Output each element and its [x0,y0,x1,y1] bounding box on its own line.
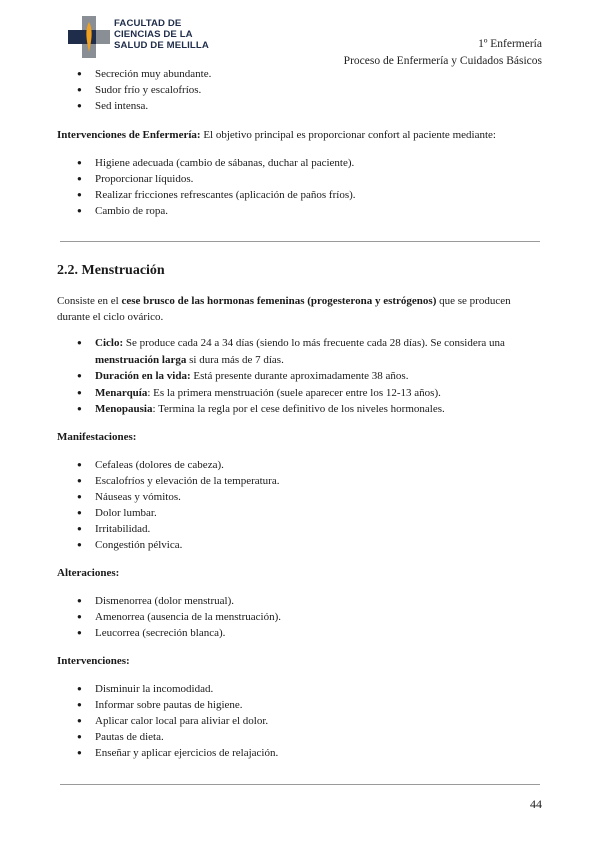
fever-interventions-list [77,155,537,219]
intro-text-end: que se producen durante el ciclo ovárico. [57,295,511,323]
definition-emphasis: menstruación larga [95,353,187,366]
alterations-title: Alteraciones: [57,567,120,579]
list-item: ● Sudor frío y escalofríos. [77,82,537,98]
cross-emblem-icon [68,16,110,58]
logo-wordmark [114,18,209,51]
interventions-intro [57,127,547,143]
alterations-list [77,593,537,641]
definition-text: : Es la primera menstruación (suele aparecer entre los 12-13 años). [147,386,441,399]
list-item: ● Secreción muy abundante. [77,66,537,82]
definition-term: Menarquía [95,386,148,399]
definition-item [77,401,537,418]
list-item: ● Escalofríos y elevación de la temperatura. [77,473,537,489]
interventions-intro-label: Intervenciones de Enfermería: [57,129,201,141]
intro-text: Consiste en el [57,295,122,307]
logo-line: SALUD DE MELILLA [114,40,209,51]
interventions-title: Intervenciones: [57,655,130,667]
list-item: ● Aplicar calor local para aliviar el dolor. [77,713,537,729]
interventions-intro-text: El objetivo principal es proporcionar confort al paciente mediante: [200,129,496,141]
faculty-logo [68,16,238,60]
header-info [344,36,542,70]
definition-text: : Termina la regla por el cese definitivo de los niveles hormonales. [152,403,445,415]
definition-item [77,385,537,402]
logo-line: FACULTAD DE [114,18,182,29]
logo-line: CIENCIAS DE LA [114,29,193,40]
section-intro [57,293,517,325]
manifestations-title: Manifestaciones: [57,431,137,443]
section-title: 2.2. Menstruación [57,263,165,278]
list-item: ● Higiene adecuada (cambio de sábanas, duchar al paciente). [77,155,537,171]
list-item: ● Cambio de ropa. [77,203,537,219]
definition-text: Está presente durante aproximadamente 38 años. [190,370,409,382]
fever-signs-list [77,66,537,114]
list-item: ● Disminuir la incomodidad. [77,681,537,697]
definition-text-end: si dura más de 7 días. [186,353,284,366]
page-number: 44 [530,797,542,811]
list-item: ● Cefaleas (dolores de cabeza). [77,457,537,473]
definition-item [77,335,537,368]
list-item: ● Congestión pélvica. [77,537,537,553]
definition-item [77,368,537,385]
list-item: ● Pautas de dieta. [77,729,537,745]
course-label: 1º Enfermería [478,38,542,50]
list-item: ● Amenorrea (ausencia de la menstruación). [77,609,537,625]
list-item: ● Proporcionar líquidos. [77,171,537,187]
footer-divider [60,784,540,785]
definition-term: Ciclo: [95,337,124,349]
list-item: ● Enseñar y aplicar ejercicios de relajación. [77,745,537,761]
list-item: ● Realizar fricciones refrescantes (aplicación de paños fríos). [77,187,537,203]
intro-bold: cese brusco de las hormonas femeninas (progesterona y estrógenos) [121,295,437,307]
list-item: ● Dolor lumbar. [77,505,537,521]
list-item: ● Informar sobre pautas de higiene. [77,697,537,713]
manifestations-list [77,457,537,553]
definition-term: Duración en la vida: [95,370,191,382]
list-item: ● Leucorrea (secreción blanca). [77,625,537,641]
subject-label: Proceso de Enfermería y Cuidados Básicos [343,55,542,67]
list-item: ● Náuseas y vómitos. [77,489,537,505]
definition-text: Se produce cada 24 a 34 días (siendo lo más frecuente cada 28 días). Se considera una [123,337,505,349]
interventions-list [77,681,537,761]
list-item: ● Irritabilidad. [77,521,537,537]
list-item: ● Dismenorrea (dolor menstrual). [77,593,537,609]
list-item: ● Sed intensa. [77,98,537,114]
definition-term: Menopausia [95,403,153,415]
definitions-list [77,335,537,418]
section-divider [60,241,540,242]
